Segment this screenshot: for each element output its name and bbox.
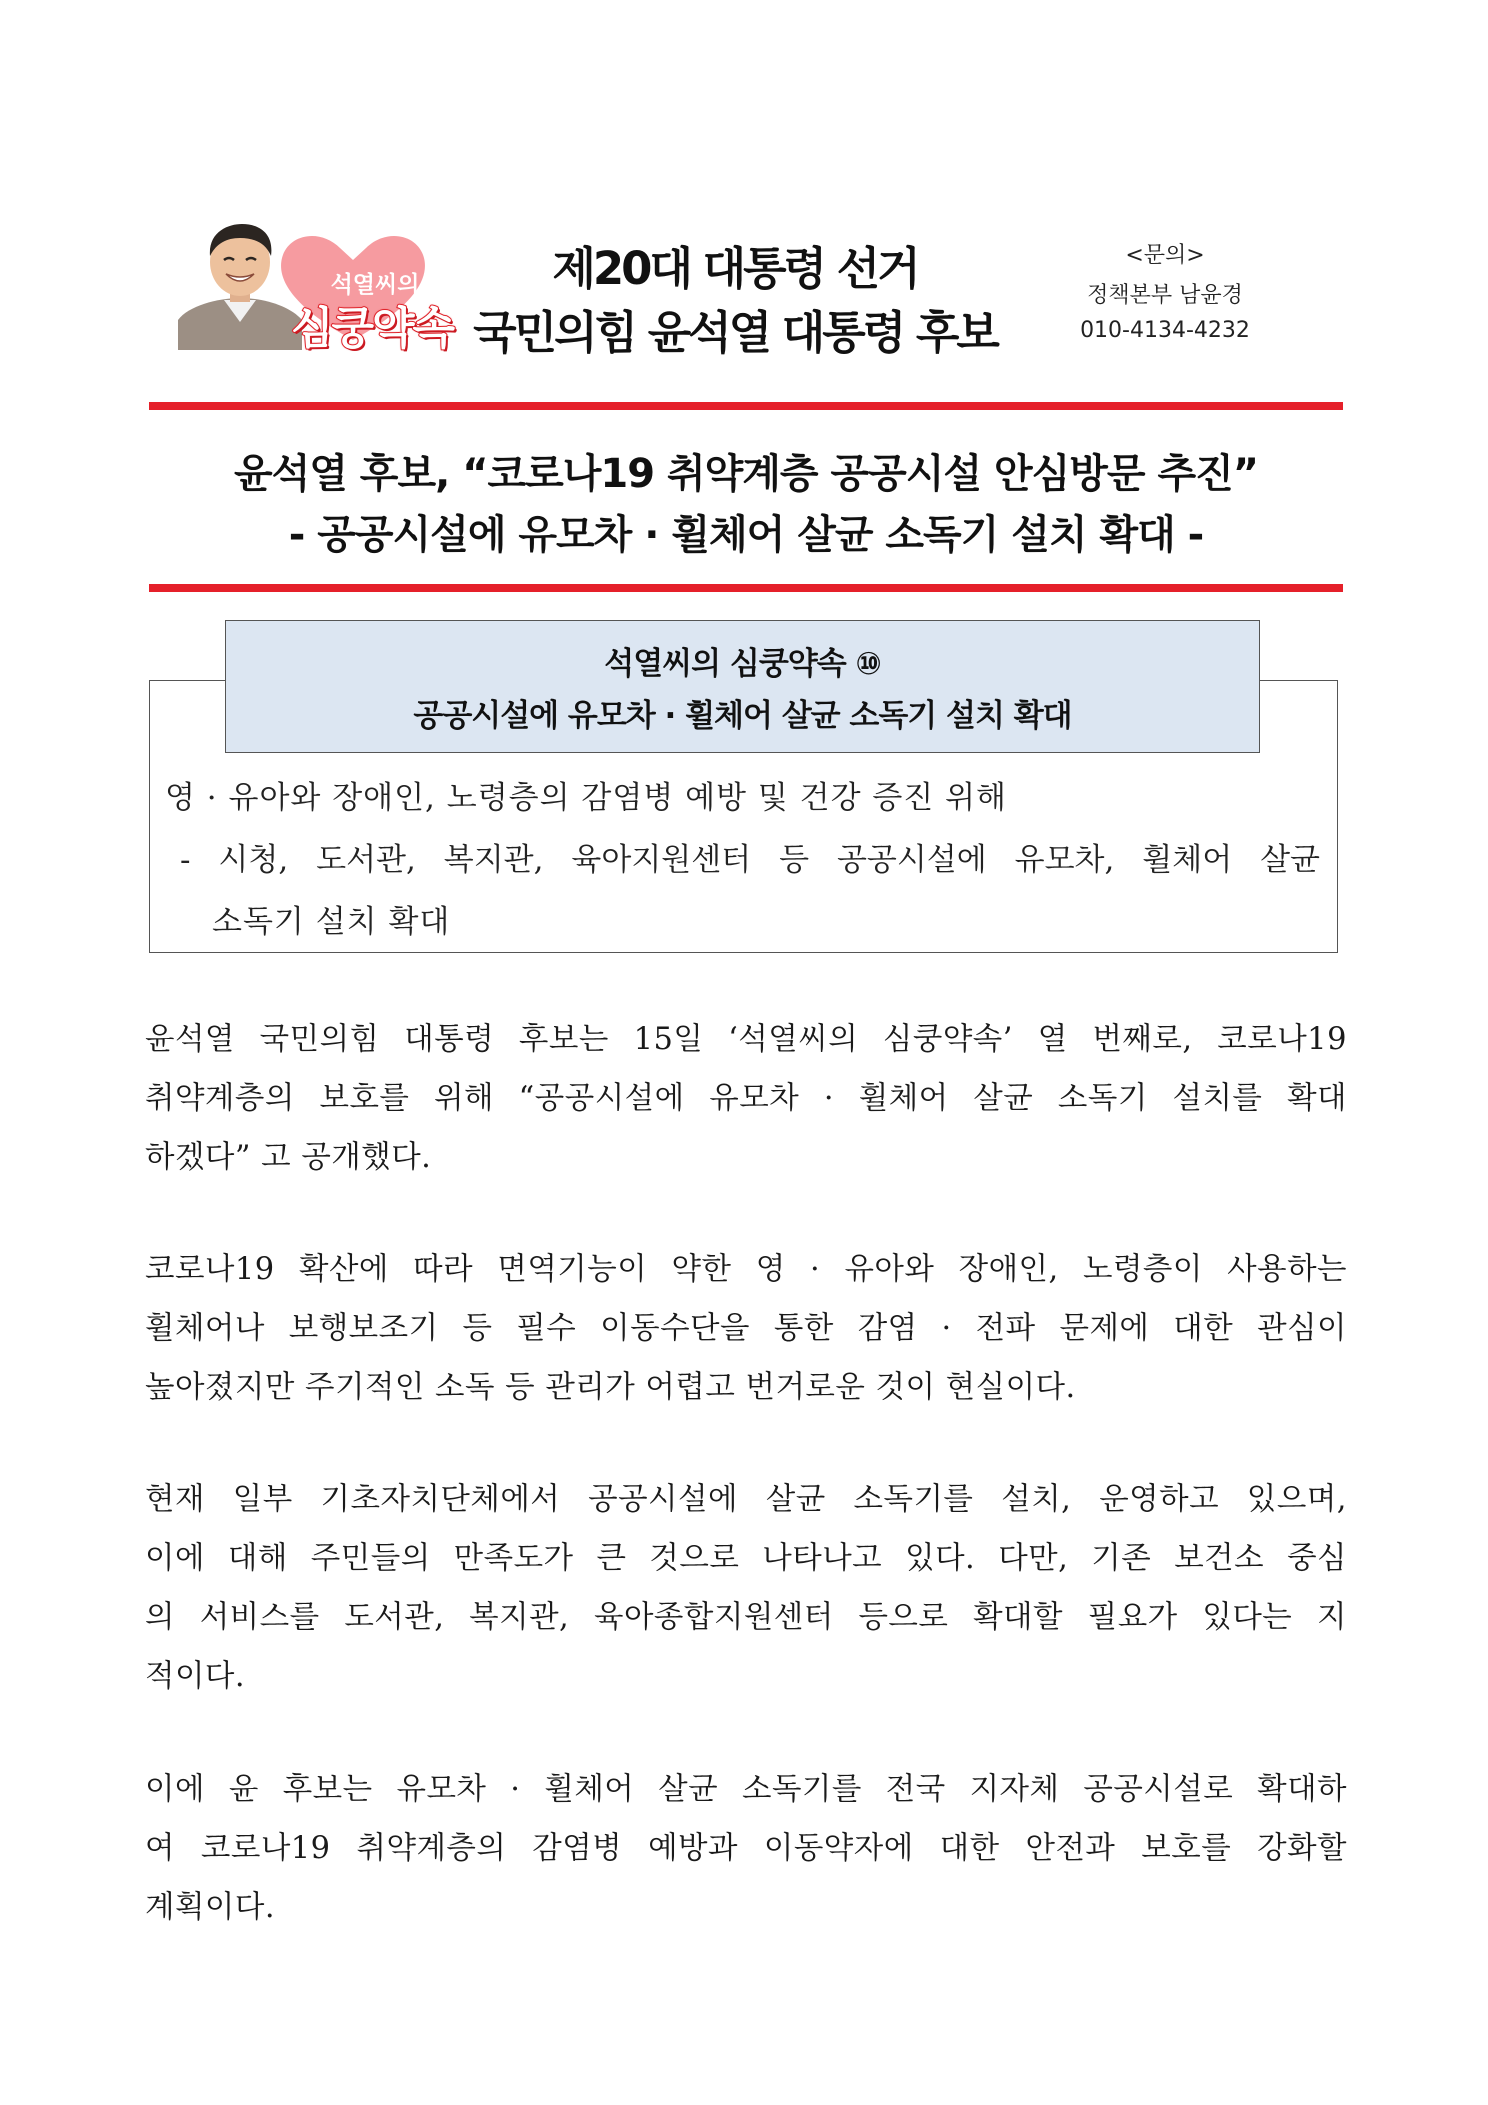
- paragraph-line: 윤석열 국민의힘 대통령 후보는 15일 ‘석열씨의 심쿵약속’ 열 번째로, 코로나19: [145, 1022, 1347, 1057]
- paragraph-line: 높아졌지만 주기적인 소독 등 관리가 어렵고 번거로운 것이 현실이다.: [145, 1370, 1076, 1405]
- body-paragraph-3: [145, 1470, 1347, 1706]
- body-paragraph-1: [145, 1010, 1347, 1187]
- paragraph-line: 의 서비스를 도서관, 복지관, 육아종합지원센터 등으로 확대할 필요가 있다는 지: [145, 1600, 1347, 1635]
- candidate-title: 국민의힘 윤석열 대통령 후보: [473, 306, 997, 359]
- paragraph-line: 휠체어나 보행보조기 등 필수 이동수단을 통한 감염 · 전파 문제에 대한 관심이: [145, 1311, 1347, 1346]
- headline-sub: - 공공시설에 유모차 · 휠체어 살균 소독기 설치 확대 -: [288, 512, 1204, 558]
- contact-phone: 010-4134-4232: [1080, 318, 1250, 343]
- summary-line-detail: - 시청, 도서관, 복지관, 육아지원센터 등 공공시설에 유모차, 휠체어 살균: [180, 842, 1320, 878]
- body-paragraph-2: [145, 1240, 1347, 1417]
- election-title: 제20대 대통령 선거: [552, 242, 918, 295]
- paragraph-line: 취약계층의 보호를 위해 “공공시설에 유모차 · 휠체어 살균 소독기 설치를 확대: [145, 1081, 1347, 1116]
- summary-line-purpose: 영 · 유아와 장애인, 노령층의 감염병 예방 및 건강 증진 위해: [165, 780, 1008, 816]
- paragraph-line: 이에 윤 후보는 유모차 · 휠체어 살균 소독기를 전국 지자체 공공시설로 확대하: [145, 1772, 1347, 1807]
- headline-main: 윤석열 후보, “코로나19 취약계층 공공시설 안심방문 추진”: [233, 451, 1259, 497]
- contact-department: 정책본부 남윤경: [1087, 283, 1243, 308]
- logo-small-text: 석열씨의: [330, 272, 420, 298]
- paragraph-line: 여 코로나19 취약계층의 감염병 예방과 이동약자에 대한 안전과 보호를 강화할: [145, 1831, 1347, 1866]
- contact-label: <문의>: [1125, 243, 1205, 268]
- paragraph-line: 이에 대해 주민들의 만족도가 큰 것으로 나타나고 있다. 다만, 기존 보건소 중심: [145, 1541, 1347, 1576]
- summary-title-policy: 공공시설에 유모차 · 휠체어 살균 소독기 설치 확대: [413, 698, 1072, 734]
- logo-big-text: 심쿵약속: [290, 303, 453, 354]
- paragraph-line: 하겠다” 고 공개했다.: [145, 1140, 432, 1175]
- paragraph-line: 코로나19 확산에 따라 면역기능이 약한 영 · 유아와 장애인, 노령층이 사용하는: [145, 1252, 1347, 1287]
- summary-line-detail-cont: 소독기 설치 확대: [212, 904, 451, 940]
- summary-title-pledge: 석열씨의 심쿵약속 ⑩: [604, 646, 881, 682]
- paragraph-line: 현재 일부 기초자치단체에서 공공시설에 살균 소독기를 설치, 운영하고 있으며,: [145, 1482, 1347, 1517]
- paragraph-line: 적이다.: [145, 1659, 246, 1694]
- top-red-rule: [149, 402, 1343, 410]
- body-paragraph-4: [145, 1760, 1347, 1937]
- bottom-red-rule: [149, 584, 1343, 592]
- paragraph-line: 계획이다.: [145, 1890, 276, 1925]
